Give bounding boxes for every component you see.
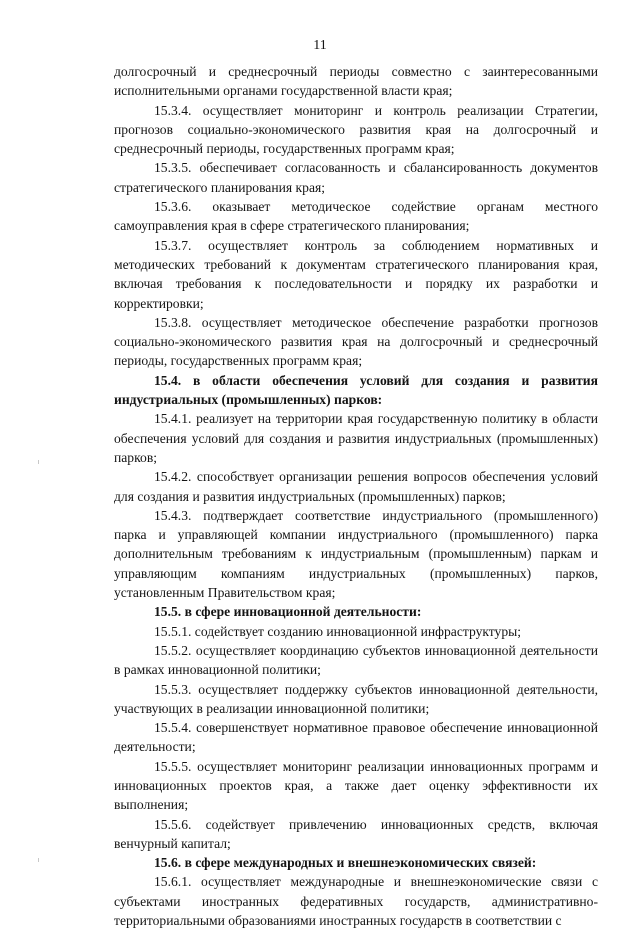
paragraph-15-4-1: 15.4.1. реализует на территории края государственную политику в области обеспечения условий для создания и развития индустриальных (промышленных) парков;: [114, 411, 598, 465]
paragraph-15-5-1: 15.5.1. содействует созданию инновационной инфраструктуры;: [154, 623, 522, 639]
page-number: 11: [313, 38, 327, 53]
scan-margin-mark: [38, 460, 39, 464]
section-heading-15-5: 15.5. в сфере инновационной деятельности:: [154, 604, 422, 620]
paragraph-15-3-8: 15.3.8. осуществляет методическое обеспечение разработки прогнозов социально-экономического развития края на долгосрочный и среднесрочный периоды, государственных программ края;: [114, 314, 598, 369]
scan-margin-mark: [38, 858, 39, 862]
paragraph-15-3-6: 15.3.6. оказывает методическое содействие органам местного самоуправления края в сфере стратегического планирования;: [114, 199, 598, 234]
paragraph-15-5-2: 15.5.2. осуществляет координацию субъектов инновационной деятельности в рамках инновационной политики;: [114, 642, 598, 678]
paragraph-15-4-3: 15.4.3. подтверждает соответствие индустриального (промышленного) парка и управляющей компании индустриального (промышленного) парка дополнительным требованиям к индустриальным (промышленным) паркам и управляющим компаниям индустриальных (промышленных) парков, установленным Правительством края;: [114, 507, 598, 601]
paragraph-15-5-6: 15.5.6. содействует привлечению инновационных средств, включая венчурный капитал;: [114, 816, 598, 851]
paragraph-15-5-3: 15.5.3. осуществляет поддержку субъектов инновационной деятельности, участвующих в реализации инновационной политики;: [114, 681, 598, 716]
paragraph-15-3-7: 15.3.7. осуществляет контроль за соблюдением нормативных и методических требований к документам стратегического планирования края, включая требования к последовательности и порядку их разработки и корректировки;: [114, 237, 598, 311]
section-heading-15-4: 15.4. в области обеспечения условий для создания и развития индустриальных (промышленных) парков:: [114, 372, 598, 408]
paragraph-15-5-5: 15.5.5. осуществляет мониторинг реализации инновационных программ и инновационных проектов края, а также дает оценку эффективности их выполнения;: [114, 758, 598, 813]
paragraph-continuation: долгосрочный и среднесрочный периоды совместно с заинтересованными исполнительными органами государственной власти края;: [114, 64, 598, 99]
paragraph-15-4-2: 15.4.2. способствует организации решения вопросов обеспечения условий для создания и развития индустриальных (промышленных) парков;: [114, 469, 598, 504]
document-body: [114, 62, 598, 930]
paragraph-15-3-5: 15.3.5. обеспечивает согласованность и сбалансированность документов стратегического планирования края;: [114, 160, 598, 195]
paragraph-15-5-4: 15.5.4. совершенствует нормативное правовое обеспечение инновационной деятельности;: [114, 720, 598, 755]
paragraph-15-3-4: 15.3.4. осуществляет мониторинг и контроль реализации Стратегии, прогнозов социально-экономического развития края на долгосрочный и среднесрочный периоды, государственных программ края;: [114, 102, 598, 157]
paragraph-15-6-1: 15.6.1. осуществляет международные и внешнеэкономические связи с субъектами иностранных федеративных государств, административно-территориальными образованиями иностранных государств в соответствии с: [114, 874, 598, 929]
section-heading-15-6: 15.6. в сфере международных и внешнеэкономических связей:: [154, 855, 537, 871]
